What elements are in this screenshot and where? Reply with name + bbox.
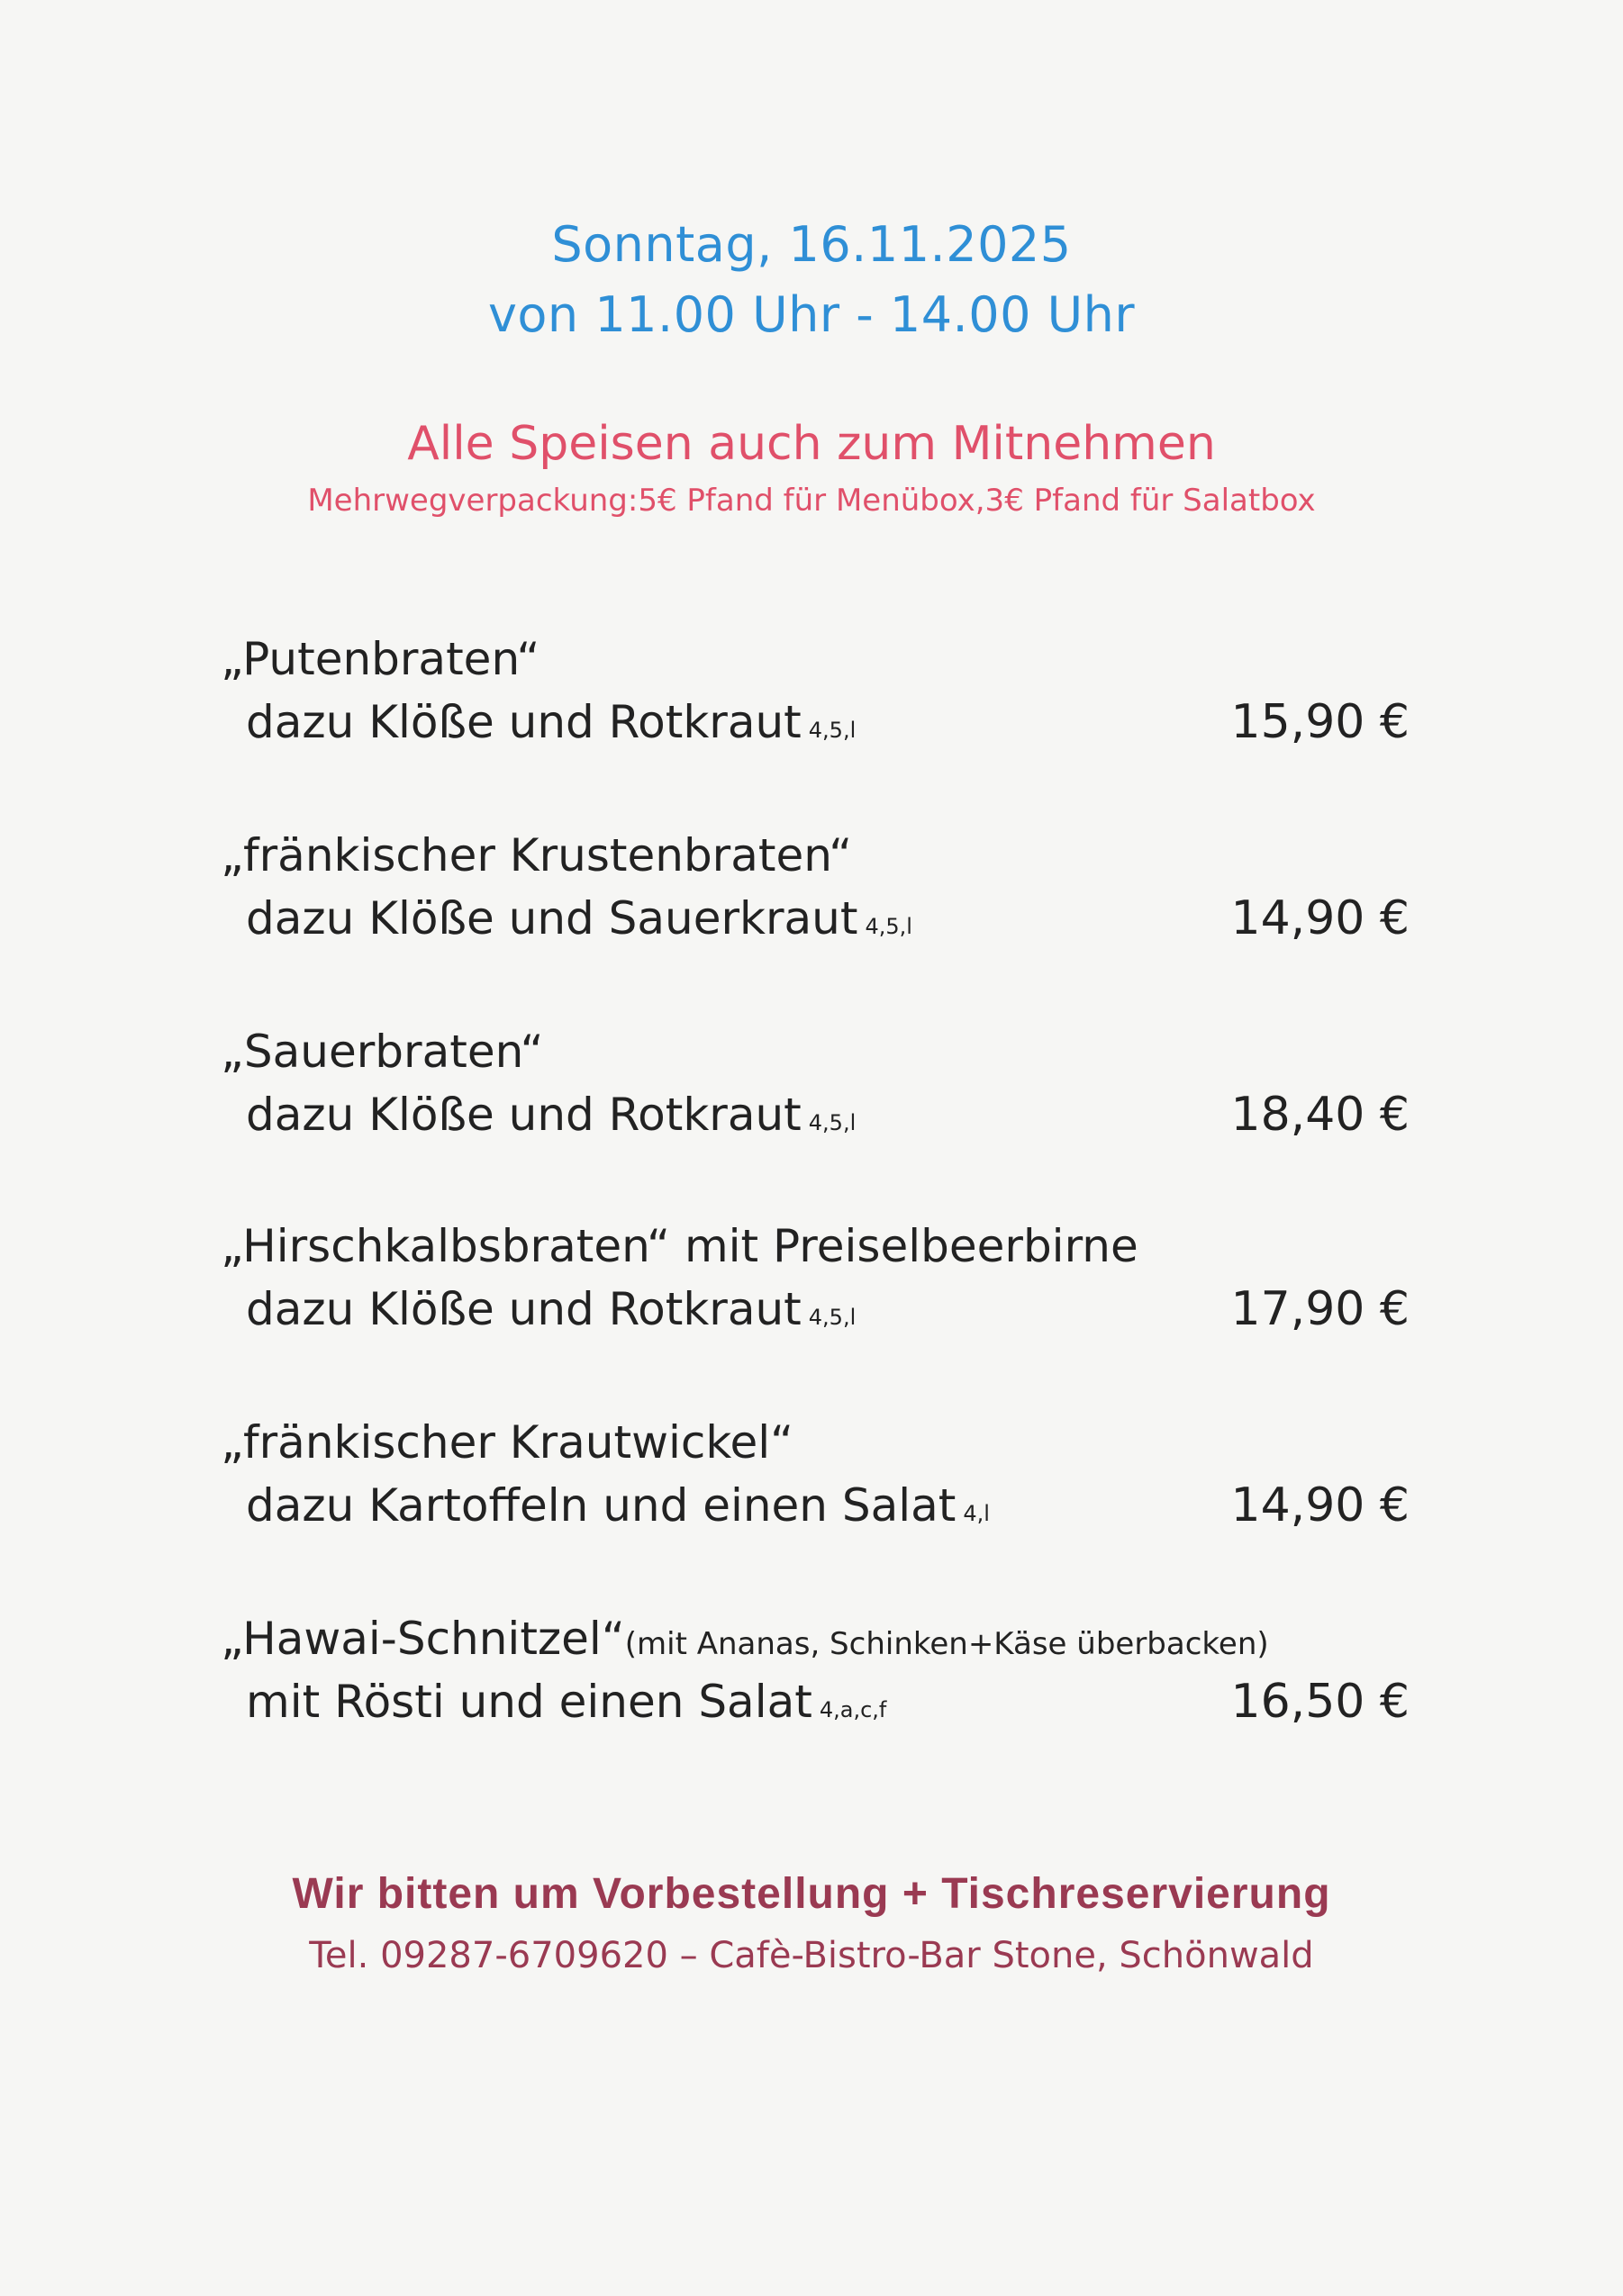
item-side [246, 693, 856, 759]
item-title: „Sauerbraten“ [221, 1026, 544, 1078]
item-name [221, 1023, 544, 1086]
allergen-codes: 4,a,c,f [819, 1697, 887, 1722]
item-price: 18,40 € [1230, 1088, 1410, 1142]
menu-item [221, 827, 1410, 953]
item-side-text: dazu Klöße und Rotkraut [246, 1089, 802, 1141]
takeaway-title: Alle Speisen auch zum Mitnehmen [407, 417, 1216, 471]
menu-item [221, 1610, 1410, 1736]
item-side [246, 890, 912, 955]
item-price: 16,50 € [1230, 1675, 1410, 1729]
item-name [221, 1610, 1269, 1673]
item-side-text: dazu Kartoffeln und einen Salat [246, 1479, 957, 1532]
item-side-text: dazu Klöße und Sauerkraut [246, 892, 858, 945]
item-price: 14,90 € [1230, 891, 1410, 945]
allergen-codes: 4,5,l [808, 1110, 857, 1135]
item-name [221, 1414, 793, 1477]
allergen-codes: 4,5,l [865, 914, 912, 939]
item-title: „Putenbraten“ [221, 633, 540, 685]
menu-item [221, 1217, 1410, 1343]
event-time: von 11.00 Uhr - 14.00 Uhr [487, 286, 1136, 343]
item-side-text: mit Rösti und einen Salat [246, 1676, 812, 1728]
item-name [221, 630, 539, 693]
item-name [221, 1217, 1138, 1280]
menu-item [221, 630, 1410, 756]
allergen-codes: 4,5,l [808, 718, 857, 743]
item-title: „Hirschkalbsbraten“ mit Preiselbeerbirne [221, 1220, 1138, 1272]
item-side [246, 1673, 886, 1739]
item-name [221, 827, 852, 890]
item-note: (mit Ananas, Schinken+Käse überbacken) [624, 1626, 1269, 1662]
item-title: „Hawai-Schnitzel“ [221, 1613, 625, 1665]
item-price: 15,90 € [1230, 695, 1410, 749]
item-side [246, 1477, 990, 1542]
menu-item [221, 1023, 1410, 1149]
item-side [246, 1280, 856, 1346]
item-price: 17,90 € [1230, 1282, 1410, 1336]
event-date: Sonntag, 16.11.2025 [551, 216, 1072, 273]
takeaway-note: Mehrwegverpackung:5€ Pfand für Menübox,3€ Pfand für Salatbox [307, 483, 1316, 519]
item-side-text: dazu Klöße und Rotkraut [246, 696, 802, 748]
allergen-codes: 4,5,l [808, 1305, 857, 1330]
item-price: 14,90 € [1230, 1478, 1410, 1532]
contact-info: Tel. 09287-6709620 – Cafè-Bistro-Bar Stone, Schönwald [309, 1935, 1314, 1976]
item-title: „fränkischer Krautwickel“ [221, 1416, 794, 1469]
menu-item [221, 1414, 1410, 1540]
item-title: „fränkischer Krustenbraten“ [221, 829, 853, 881]
allergen-codes: 4,l [963, 1501, 990, 1526]
reservation-request: Wir bitten um Vorbestellung + Tischreservierung [292, 1870, 1331, 1918]
item-side [246, 1086, 856, 1152]
item-side-text: dazu Klöße und Rotkraut [246, 1283, 802, 1335]
